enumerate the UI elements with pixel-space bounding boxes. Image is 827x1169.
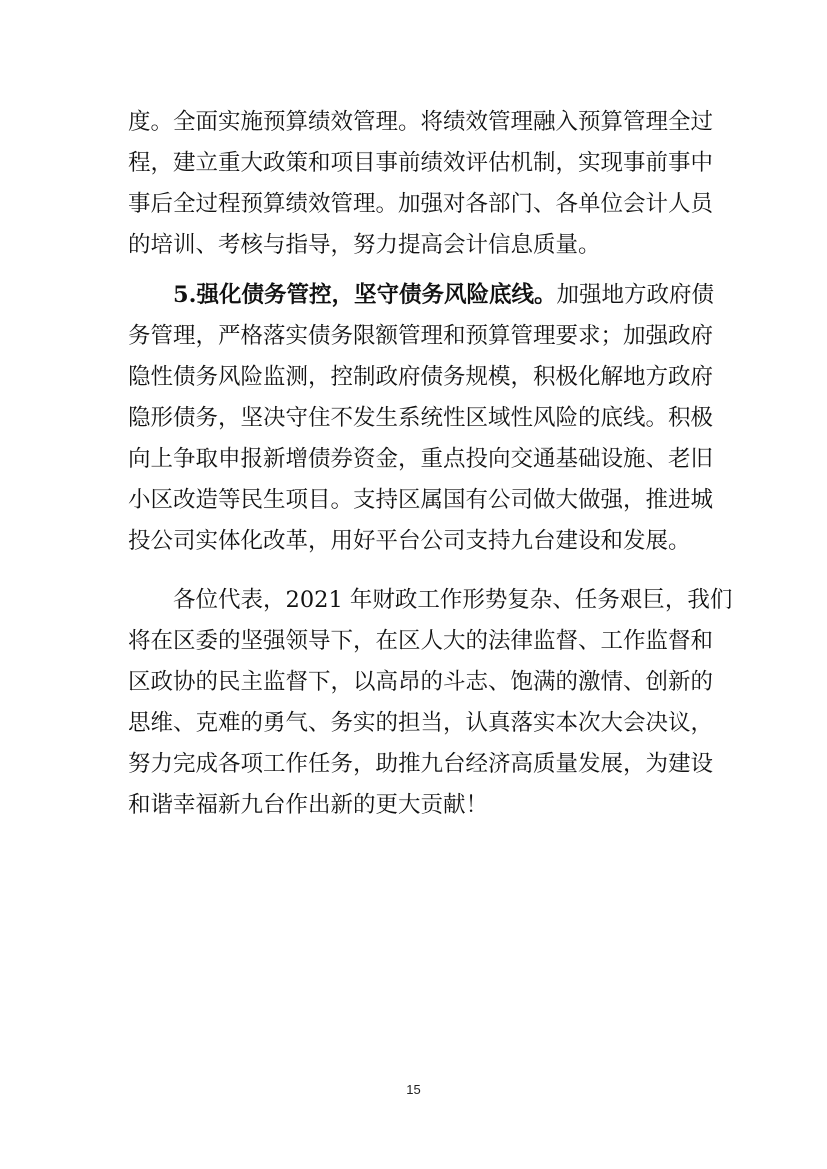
paragraph-line: 努力完成各项工作任务，助推九台经济高质量发展，为建设: [128, 751, 714, 777]
paragraph-first-line: 各位代表，2021 年财政工作形势复杂、任务艰巨，我们: [173, 587, 733, 613]
paragraph-text: 加强地方政府债: [556, 282, 715, 308]
paragraph-line: 将在区委的坚强领导下，在区人大的法律监督、工作监督和: [128, 628, 714, 654]
paragraph-line: 度。全面实施预算绩效管理。将绩效管理融入预算管理全过: [128, 109, 714, 135]
paragraph-line: 的培训、考核与指导，努力提高会计信息质量。: [128, 232, 601, 258]
paragraph-first-line: [173, 275, 715, 315]
paragraph-line: 小区改造等民生项目。支持区属国有公司做大做强，推进城: [128, 487, 714, 513]
paragraph-line: 投公司实体化改革，用好平台公司支持九台建设和发展。: [128, 528, 691, 554]
paragraph-line: 隐形债务，坚决守住不发生系统性区域性风险的底线。积极: [128, 405, 714, 431]
paragraph-line: 务管理，严格落实债务限额管理和预算管理要求；加强政府: [128, 323, 714, 349]
paragraph-line: 思维、克难的勇气、务实的担当，认真落实本次大会决议，: [128, 710, 714, 736]
paragraph-line: 事后全过程预算绩效管理。加强对各部门、各单位会计人员: [128, 191, 714, 217]
paragraph-line: 向上争取申报新增债券资金，重点投向交通基础设施、老旧: [128, 446, 714, 472]
paragraph-line: 区政协的民主监督下，以高昂的斗志、饱满的激情、创新的: [128, 669, 714, 695]
paragraph-line: 程，建立重大政策和项目事前绩效评估机制，实现事前事中: [128, 150, 714, 176]
section-heading: 5.强化债务管控，坚守债务风险底线。: [173, 282, 557, 308]
paragraph-line: 隐性债务风险监测，控制政府债务规模，积极化解地方政府: [128, 364, 714, 390]
page-number: 15: [406, 1082, 421, 1097]
paragraph-line: 和谐幸福新九台作出新的更大贡献！: [128, 792, 489, 818]
